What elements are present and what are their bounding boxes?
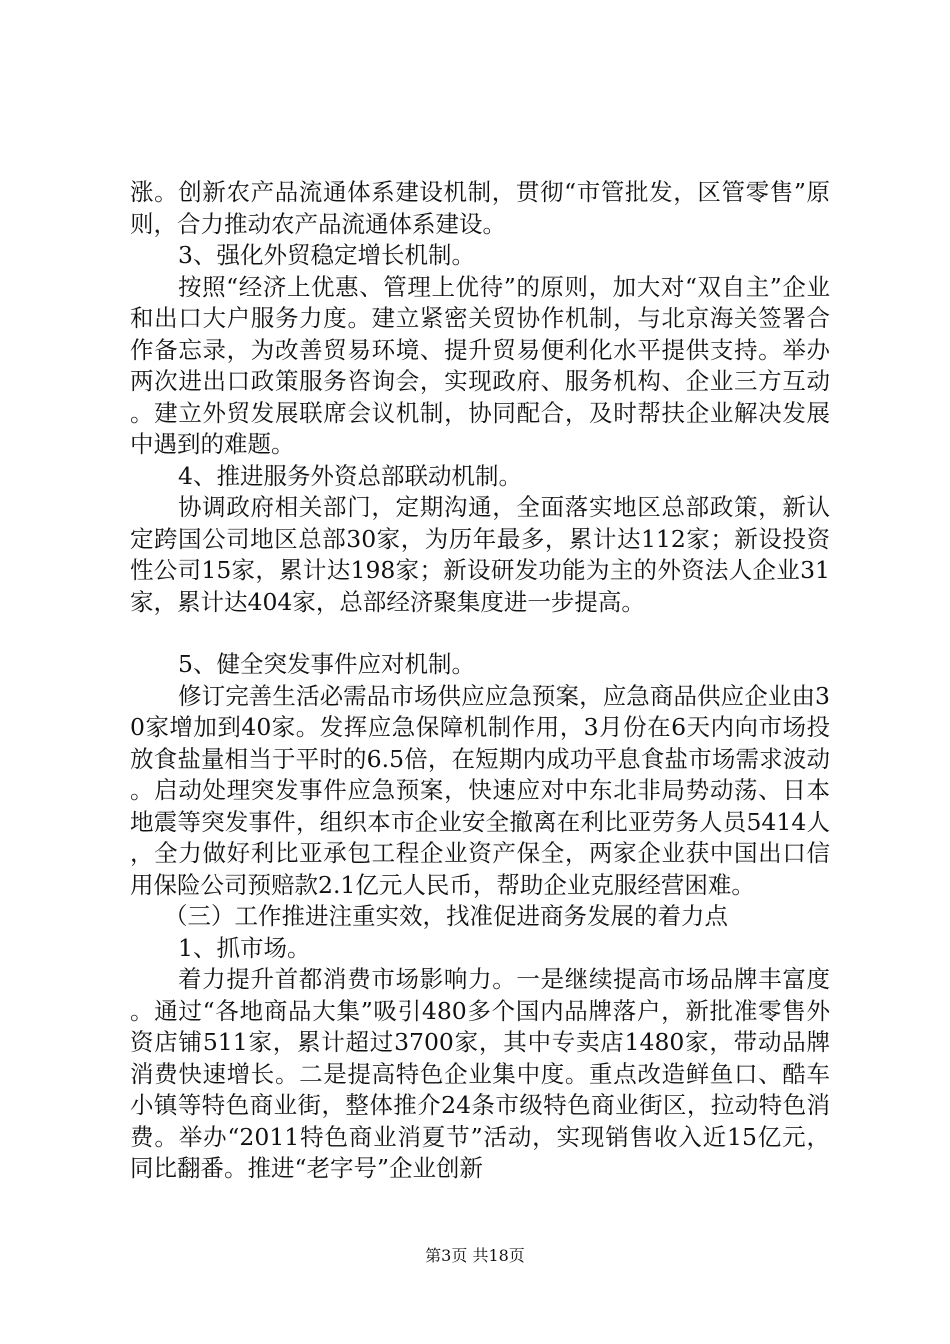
page-footer: 第3页 共18页 <box>425 1246 525 1265</box>
paragraph-headquarters: 协调政府相关部门，定期沟通，全面落实地区总部政策，新认定跨国公司地区总部30家，为历年最多，累计达112家；新设投资性公司15家，累计达198家；新设研发功能为主的外资法人企业31家，累计达404家，总部经济聚集度进一步提高。 <box>130 493 830 616</box>
section-heading-foreign-trade: 3、强化外贸稳定增长机制。 <box>178 241 475 269</box>
paragraph-foreign-trade: 按照“经济上优惠、管理上优待”的原则，加大对“双自主”企业和出口大户服务力度。建立紧密关贸协作机制，与北京海关签署合作备忘录，为改善贸易环境、提升贸易便利化水平提供支持。举办两次进出口政策服务咨询会，实现政府、服务机构、企业三方互动。建立外贸发展联席会议机制，协同配合，及时帮扶企业解决发展中遇到的难题。 <box>130 272 830 458</box>
section-heading-headquarters: 4、推进服务外资总部联动机制。 <box>178 461 522 490</box>
section-heading-market: 1、抓市场。 <box>178 933 311 962</box>
document-body <box>130 177 830 1185</box>
section-heading-emergency: 5、健全突发事件应对机制。 <box>178 650 475 678</box>
paragraph-market: 着力提升首都消费市场影响力。一是继续提高市场品牌丰富度。通过“各地商品大集”吸引480多个国内品牌落户，新批准零售外资店铺511家，累计超过3700家，其中专卖店1480家，带动品牌消费快速增长。二是提高特色企业集中度。重点改造鲜鱼口、酷车小镇等特色商业街，整体推介24条市级特色商业街区，拉动特色消费。举办“2011特色商业消夏节”活动，实现销售收入近15亿元，同比翻番。推进“老字号”企业创新 <box>130 965 830 1182</box>
paragraph-continuation: 涨。创新农产品流通体系建设机制，贯彻“市管批发，区管零售”原则，合力推动农产品流通体系建设。 <box>130 178 830 238</box>
section-heading-work-progress: （三）工作推进注重实效，找准促进商务发展的着力点 <box>164 902 728 930</box>
paragraph-emergency: 修订完善生活必需品市场供应应急预案，应急商品供应企业由30家增加到40家。发挥应急保障机制作用，3月份在6天内向市场投放食盐量相当于平时的6.5倍，在短期内成功平息食盐市场需求波动。启动处理突发事件应急预案，快速应对中东北非局势动荡、日本地震等突发事件，组织本市企业安全撤离在利比亚劳务人员5414人，全力做好利比亚承包工程企业资产保全，两家企业获中国出口信用保险公司预赔款2.1亿元人民币，帮助企业克服经营困难。 <box>130 681 830 899</box>
